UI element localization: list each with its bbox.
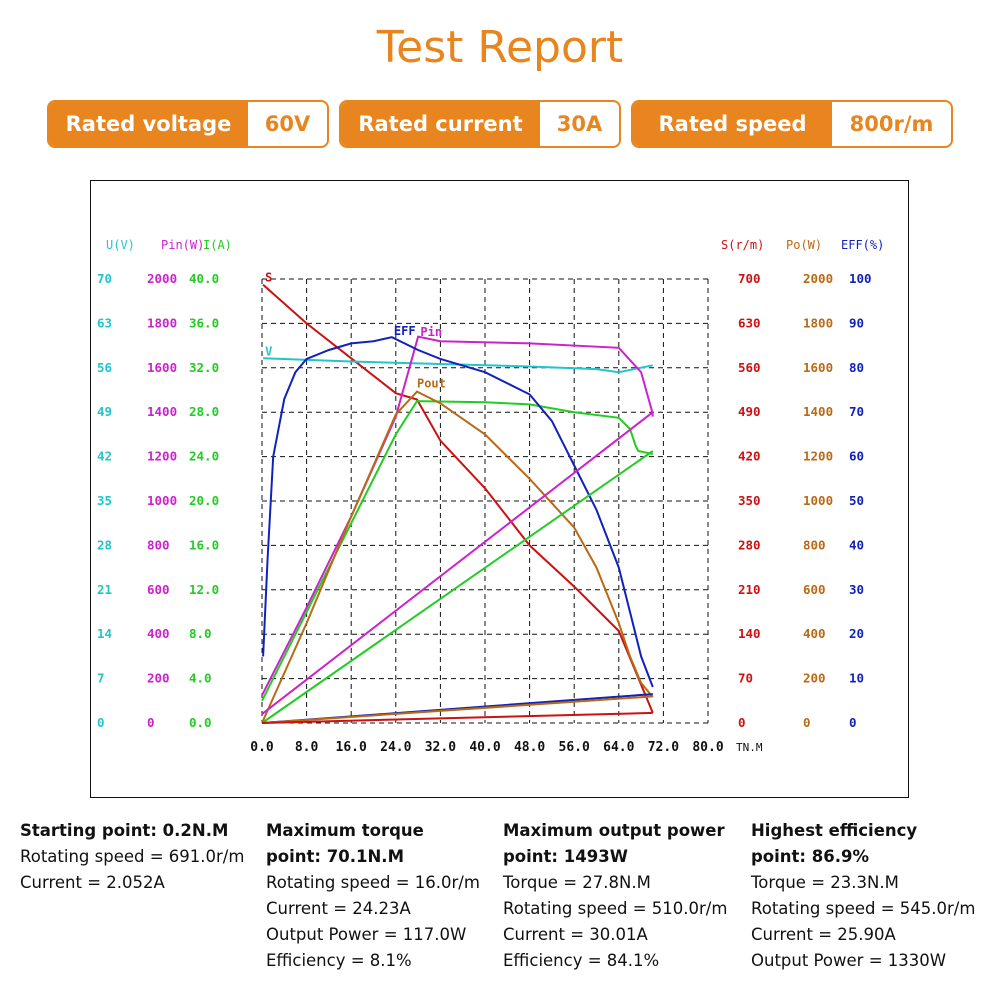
spec-label: Rated voltage <box>49 102 248 146</box>
series-Pout-base <box>262 696 653 723</box>
axis-tick-EFF: 20 <box>849 626 865 642</box>
spec-label: Rated current <box>341 102 540 146</box>
axis-tick-Po: 1000 <box>803 493 834 508</box>
axis-tick-Po: 1600 <box>803 359 834 375</box>
x-tick-label: 80.0 <box>692 740 724 755</box>
axis-tick-Po: 400 <box>803 626 826 642</box>
stats-highest-efficiency <box>751 818 975 974</box>
axis-tick-I: 4.0 <box>189 670 212 686</box>
series-label-V: V <box>265 344 273 359</box>
axis-tick-Po: 1800 <box>803 315 834 331</box>
axis-tick-S: 630 <box>738 315 761 331</box>
axis-header-Po: Po(W) <box>786 238 823 252</box>
stats-line: Current = 24.23A <box>266 899 411 918</box>
stats-heading: Starting point: 0.2N.M <box>20 821 229 840</box>
axis-tick-Po: 600 <box>803 581 826 597</box>
axis-tick-Po: 1400 <box>803 404 834 420</box>
spec-rated-current <box>339 100 621 148</box>
axis-tick-Pin: 1000 <box>147 493 178 508</box>
axis-header-EFF: EFF(%) <box>841 238 885 252</box>
stats-heading: Highest efficiency <box>751 821 918 840</box>
series-label-Pout: Pout <box>416 376 446 391</box>
axis-tick-I: 32.0 <box>189 359 220 375</box>
axis-tick-S: 0 <box>738 715 746 730</box>
axis-tick-EFF: 0 <box>849 715 857 730</box>
axis-tick-Po: 200 <box>803 670 826 686</box>
axis-tick-S: 560 <box>738 359 761 375</box>
stats-line: Efficiency = 84.1% <box>503 951 660 970</box>
x-tick-label: 64.0 <box>603 740 635 755</box>
axis-tick-Pin: 1800 <box>147 315 178 331</box>
x-tick-label: 72.0 <box>647 740 680 755</box>
spec-value: 60V <box>264 112 311 136</box>
series-S <box>263 285 653 713</box>
series-V <box>263 358 653 372</box>
axis-tick-U: 63 <box>97 315 113 331</box>
axis-tick-Pin: 1400 <box>147 404 178 420</box>
axis-tick-EFF: 100 <box>849 271 872 286</box>
axis-tick-I: 0.0 <box>189 715 212 730</box>
spec-rated-voltage <box>47 100 329 148</box>
x-tick-label: 32.0 <box>424 740 457 755</box>
spec-value: 30A <box>556 112 603 136</box>
axis-tick-U: 42 <box>97 448 113 464</box>
x-tick-label: 16.0 <box>335 740 367 755</box>
axis-tick-EFF: 60 <box>849 448 865 464</box>
axis-tick-Pin: 400 <box>147 626 170 642</box>
axis-tick-I: 40.0 <box>189 271 220 286</box>
axis-tick-U: 35 <box>97 493 113 508</box>
axis-tick-Pin: 0 <box>147 715 155 730</box>
stats-heading: point: 70.1N.M <box>266 847 404 866</box>
axis-tick-Po: 800 <box>803 537 826 553</box>
axis-tick-I: 20.0 <box>189 493 220 508</box>
chart-frame <box>90 180 909 798</box>
axis-tick-S: 420 <box>738 448 761 464</box>
axis-tick-Po: 1200 <box>803 448 834 464</box>
series-EFF <box>263 337 653 687</box>
axis-tick-I: 12.0 <box>189 581 220 597</box>
series-Pin <box>262 337 653 696</box>
spec-value: 800r/m <box>849 112 934 136</box>
axis-tick-I: 36.0 <box>189 315 220 331</box>
x-tick-label: 40.0 <box>469 740 501 755</box>
stats-max-output-power <box>503 818 727 974</box>
axis-tick-Pin: 600 <box>147 581 170 597</box>
axis-tick-S: 70 <box>738 670 754 686</box>
axis-tick-S: 280 <box>738 537 761 553</box>
axis-tick-S: 210 <box>738 581 761 597</box>
axis-tick-S: 350 <box>738 493 761 508</box>
stats-heading: point: 1493W <box>503 847 628 866</box>
axis-tick-EFF: 80 <box>849 359 865 375</box>
axis-tick-Pin: 1200 <box>147 448 178 464</box>
axis-tick-U: 56 <box>97 359 113 375</box>
axis-tick-EFF: 70 <box>849 404 865 420</box>
x-tick-label: 56.0 <box>558 740 590 755</box>
axis-tick-EFF: 30 <box>849 581 865 597</box>
series-label-Pin: Pin <box>420 325 443 340</box>
x-tick-label: 8.0 <box>294 740 319 755</box>
axis-tick-EFF: 50 <box>849 493 865 508</box>
axis-tick-EFF: 40 <box>849 537 865 553</box>
stats-max-torque <box>266 818 480 974</box>
axis-tick-U: 0 <box>97 715 105 730</box>
axis-tick-EFF: 90 <box>849 315 865 331</box>
axis-tick-Pin: 800 <box>147 537 170 553</box>
axis-tick-S: 140 <box>738 626 761 642</box>
axis-tick-EFF: 10 <box>849 670 865 686</box>
series-label-S: S <box>265 270 273 285</box>
stats-line: Output Power = 117.0W <box>266 925 467 944</box>
axis-tick-U: 70 <box>97 271 113 286</box>
stats-line: Rotating speed = 16.0r/m <box>266 873 480 892</box>
stats-line: Rotating speed = 691.0r/m <box>20 847 245 866</box>
axis-tick-Pin: 2000 <box>147 271 178 286</box>
stats-heading: Maximum torque <box>266 821 424 840</box>
stats-line: Current = 30.01A <box>503 925 648 944</box>
axis-tick-I: 16.0 <box>189 537 220 553</box>
stats-line: Torque = 23.3N.M <box>751 873 899 892</box>
page-title: Test Report <box>376 22 624 73</box>
axis-header-I: I(A) <box>203 238 232 252</box>
axis-tick-I: 24.0 <box>189 448 220 464</box>
axis-tick-U: 7 <box>97 670 105 686</box>
axis-header-Pin: Pin(W) <box>161 238 205 252</box>
axis-tick-I: 8.0 <box>189 626 212 642</box>
x-tick-label: 0.0 <box>250 740 274 755</box>
stats-line: Current = 25.90A <box>751 925 896 944</box>
stats-line: Output Power = 1330W <box>751 951 947 970</box>
x-axis-unit: TN.M <box>736 741 763 754</box>
stats-line: Rotating speed = 510.0r/m <box>503 899 728 918</box>
stats-line: Rotating speed = 545.0r/m <box>751 899 976 918</box>
stats-line: Torque = 27.8N.M <box>503 873 651 892</box>
axis-header-S: S(r/m) <box>721 238 765 252</box>
series-I <box>262 401 653 701</box>
axis-tick-I: 28.0 <box>189 404 220 420</box>
axis-tick-U: 21 <box>97 581 113 597</box>
spec-rated-speed <box>631 100 953 148</box>
stats-line: Efficiency = 8.1% <box>266 951 412 970</box>
stats-line: Current = 2.052A <box>20 873 165 892</box>
axis-tick-Pin: 1600 <box>147 359 178 375</box>
performance-chart <box>91 181 908 797</box>
x-tick-label: 48.0 <box>513 740 546 755</box>
axis-tick-U: 14 <box>97 626 113 642</box>
axis-tick-S: 700 <box>738 271 761 286</box>
axis-tick-Pin: 200 <box>147 670 170 686</box>
stats-starting-point <box>20 818 244 896</box>
axis-tick-Po: 0 <box>803 715 811 730</box>
x-tick-label: 24.0 <box>380 740 412 755</box>
stats-heading: Maximum output power <box>503 821 725 840</box>
series-Pout <box>262 392 653 723</box>
axis-tick-U: 49 <box>97 404 113 420</box>
axis-tick-U: 28 <box>97 537 113 553</box>
series-label-EFF: EFF <box>393 324 416 339</box>
axis-tick-Po: 2000 <box>803 271 834 286</box>
axis-tick-S: 490 <box>738 404 761 420</box>
axis-header-U: U(V) <box>106 238 135 252</box>
stats-heading: point: 86.9% <box>751 847 870 866</box>
spec-label: Rated speed <box>633 102 832 146</box>
